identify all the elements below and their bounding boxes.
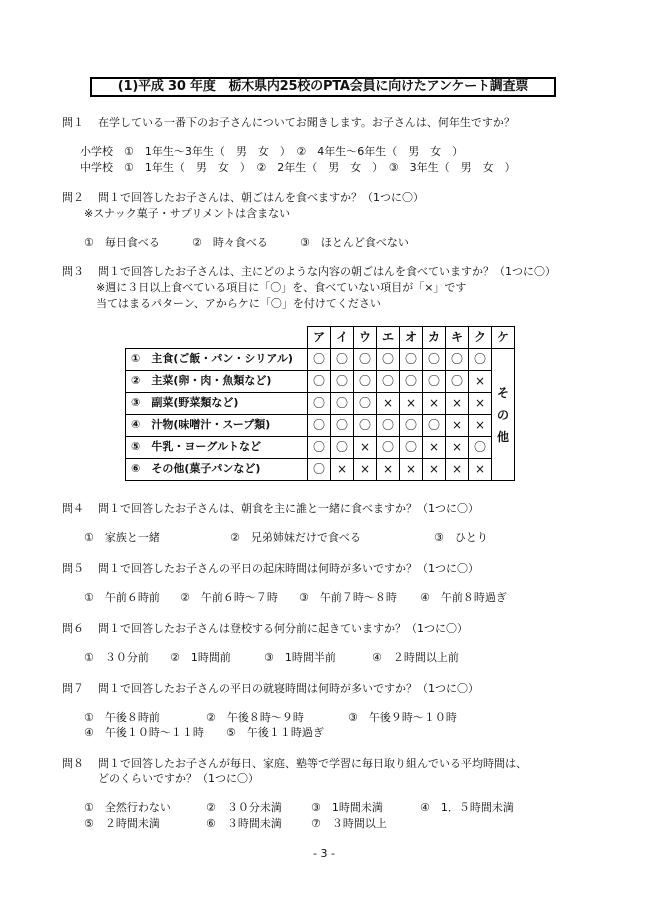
q6-option-2: ② 1時間前 [170, 651, 231, 664]
table-cell: × [469, 415, 492, 437]
table-cell: × [354, 437, 377, 459]
q4-option-2: ② 兄弟姉妹だけで食べる [230, 531, 361, 544]
q6-option-1: ① ３０分前 [84, 651, 149, 664]
question-number: 問８ [62, 757, 84, 770]
table-cell: × [400, 393, 423, 415]
q1-elementary-options: 小学校 ① 1年生～3年生（ 男 女 ） ② 4年生～6年生（ 男 女 ） [80, 145, 464, 158]
table-cell: 〇 [377, 437, 400, 459]
table-cell: 〇 [423, 349, 446, 371]
table-cell: 〇 [331, 371, 354, 393]
table-cell: 〇 [308, 349, 331, 371]
table-cell: 〇 [354, 415, 377, 437]
row-label: ⑥ その他(菓子パンなど) [126, 459, 308, 481]
q5-option-4: ④ 午前８時過ぎ [420, 591, 507, 604]
breakfast-pattern-table [125, 326, 515, 481]
question-text: 問１で回答したお子さんは、朝食を主に誰と一緒に食べますか？（1つに〇） [98, 502, 479, 515]
table-cell: 〇 [308, 371, 331, 393]
question-text: 問１で回答したお子さんは登校する何分前に起きていますか？（1つに〇） [98, 622, 468, 635]
question-text: 問１で回答したお子さんは、主にどのような内容の朝ごはんを食べていますか？（1つに〇） [98, 265, 556, 278]
column-header: ウ [354, 327, 377, 349]
column-header: エ [377, 327, 400, 349]
table-cell: 〇 [400, 415, 423, 437]
question-1 [62, 117, 515, 130]
other-label-char: の [496, 407, 509, 422]
table-cell: × [469, 393, 492, 415]
table-row [126, 459, 515, 481]
question-text: 在学している一番下のお子さんについてお聞きします。お子さんは、何年生ですか？ [98, 116, 515, 129]
q2-option-2: ② 時々食べる [192, 236, 268, 249]
table-row [126, 437, 515, 459]
q7-option-5: ⑤ 午後１１時過ぎ [226, 726, 324, 739]
table-cell: 〇 [400, 349, 423, 371]
table-cell: 〇 [469, 349, 492, 371]
q8-option-2: ② ３０分未満 [206, 801, 282, 814]
table-cell: × [446, 459, 469, 481]
other-column [492, 349, 515, 481]
question-number: 問２ [62, 191, 84, 204]
question-text: 問１で回答したお子さんは、朝ごはんを食べますか？（1つに〇） [98, 191, 424, 204]
table-cell: × [377, 459, 400, 481]
q5-option-3: ③ 午前７時～８時 [299, 591, 397, 604]
page-number: - 3 - [313, 847, 335, 860]
question-text: 問１で回答したお子さんが毎日、家庭、塾等で学習に毎日取り組んでいる平均時間は、 [98, 757, 527, 770]
column-header: イ [331, 327, 354, 349]
table-cell: × [377, 393, 400, 415]
q5-option-1: ① 午前６時前 [84, 591, 160, 604]
table-cell: 〇 [331, 349, 354, 371]
table-row [126, 393, 515, 415]
table-row [126, 349, 515, 371]
q3-note-1: ※週に３日以上食べている項目に「〇」を、食べていない項目が「×」です [96, 281, 467, 294]
q8-option-6: ⑥ ３時間未満 [206, 817, 282, 830]
q4-option-3: ③ ひとり [434, 531, 488, 544]
table-cell: 〇 [331, 393, 354, 415]
q8-option-4: ④ 1．５時間未満 [420, 801, 514, 814]
row-label: ③ 副菜(野菜類など) [126, 393, 308, 415]
question-2 [62, 192, 424, 205]
table-cell: × [446, 437, 469, 459]
q6-option-4: ④ ２時間以上前 [372, 651, 459, 664]
q7-option-2: ② 午後８時～９時 [206, 711, 304, 724]
q7-option-3: ③ 午後９時～１０時 [348, 711, 457, 724]
q7-option-1: ① 午後８時前 [84, 711, 160, 724]
question-number: 問５ [62, 562, 84, 575]
table-cell: 〇 [377, 415, 400, 437]
table-cell: 〇 [331, 415, 354, 437]
question-4 [62, 503, 479, 516]
table-cell: 〇 [400, 371, 423, 393]
table-cell: × [400, 459, 423, 481]
question-text: 問１で回答したお子さんの平日の就寝時間は何時が多いですか？（1つに〇） [98, 682, 479, 695]
column-header: ク [469, 327, 492, 349]
question-number: 問６ [62, 622, 84, 635]
question-number: 問４ [62, 502, 84, 515]
q3-note-2: 当てはまるパターン、アからケに「〇」を付けてください [96, 297, 381, 310]
q4-option-1: ① 家族と一緒 [84, 531, 160, 544]
table-cell: 〇 [423, 415, 446, 437]
row-label: ④ 汁物(味噌汁・スープ類) [126, 415, 308, 437]
table-cell: × [423, 459, 446, 481]
question-7 [62, 683, 479, 696]
row-label: ① 主食(ご飯・パン・シリアル) [126, 349, 308, 371]
table-cell: × [423, 393, 446, 415]
column-header: ア [308, 327, 331, 349]
table-cell: 〇 [354, 393, 377, 415]
table-cell: 〇 [446, 349, 469, 371]
q8-option-7: ⑦ ３時間以上 [311, 817, 387, 830]
table-cell: × [446, 415, 469, 437]
table-cell: × [469, 459, 492, 481]
page-title: (1)平成 30 年度 栃木県内25校のPTA会員に向けたアンケート調査票 [90, 77, 556, 97]
column-header: オ [400, 327, 423, 349]
q2-option-1: ① 毎日食べる [84, 236, 160, 249]
table-cell: × [446, 393, 469, 415]
question-text: 問１で回答したお子さんの平日の起床時間は何時が多いですか？（1つに〇） [98, 562, 479, 575]
table-cell: 〇 [308, 459, 331, 481]
table-cell: 〇 [423, 371, 446, 393]
q2-note: ※スナック菓子・サプリメントは含まない [84, 207, 291, 220]
row-label: ② 主菜(卵・肉・魚類など) [126, 371, 308, 393]
q8-option-1: ① 全然行わない [84, 801, 171, 814]
table-cell: 〇 [377, 371, 400, 393]
question-8 [62, 758, 527, 771]
table-cell: 〇 [308, 393, 331, 415]
column-header: ケ [492, 327, 515, 349]
table-cell: 〇 [377, 349, 400, 371]
question-8-continued: どのくらいですか？（1つに〇） [98, 772, 259, 785]
table-cell: × [331, 459, 354, 481]
question-5 [62, 563, 479, 576]
question-number: 問７ [62, 682, 84, 695]
question-6 [62, 623, 468, 636]
table-row [126, 371, 515, 393]
q5-option-2: ② 午前６時～７時 [180, 591, 278, 604]
q8-option-5: ⑤ ２時間未満 [84, 817, 160, 830]
column-header: キ [446, 327, 469, 349]
table-cell: 〇 [354, 349, 377, 371]
q1-junior-options: 中学校 ① 1年生（ 男 女 ） ② 2年生（ 男 女 ） ③ 3年生（ 男 女 ） [80, 161, 516, 174]
q2-option-3: ③ ほとんど食べない [300, 236, 409, 249]
table-header-row [126, 327, 515, 349]
table-cell: 〇 [354, 371, 377, 393]
row-label: ⑤ 牛乳・ヨーグルトなど [126, 437, 308, 459]
table-cell: × [354, 459, 377, 481]
table-cell: 〇 [469, 437, 492, 459]
table-cell: × [469, 371, 492, 393]
other-label-char: 他 [496, 429, 509, 444]
column-header: カ [423, 327, 446, 349]
table-cell: 〇 [308, 437, 331, 459]
q6-option-3: ③ 1時間半前 [264, 651, 336, 664]
table-cell: 〇 [331, 437, 354, 459]
question-number: 問３ [62, 265, 84, 278]
table-cell: 〇 [400, 437, 423, 459]
q7-option-4: ④ 午後１０時～１１時 [84, 726, 204, 739]
other-label-char: そ [496, 385, 509, 400]
table-cell: 〇 [446, 371, 469, 393]
question-3 [62, 266, 556, 279]
table-cell: 〇 [308, 415, 331, 437]
table-row [126, 415, 515, 437]
question-number: 問１ [62, 116, 84, 129]
q8-option-3: ③ 1時間未満 [311, 801, 383, 814]
table-cell: × [423, 437, 446, 459]
